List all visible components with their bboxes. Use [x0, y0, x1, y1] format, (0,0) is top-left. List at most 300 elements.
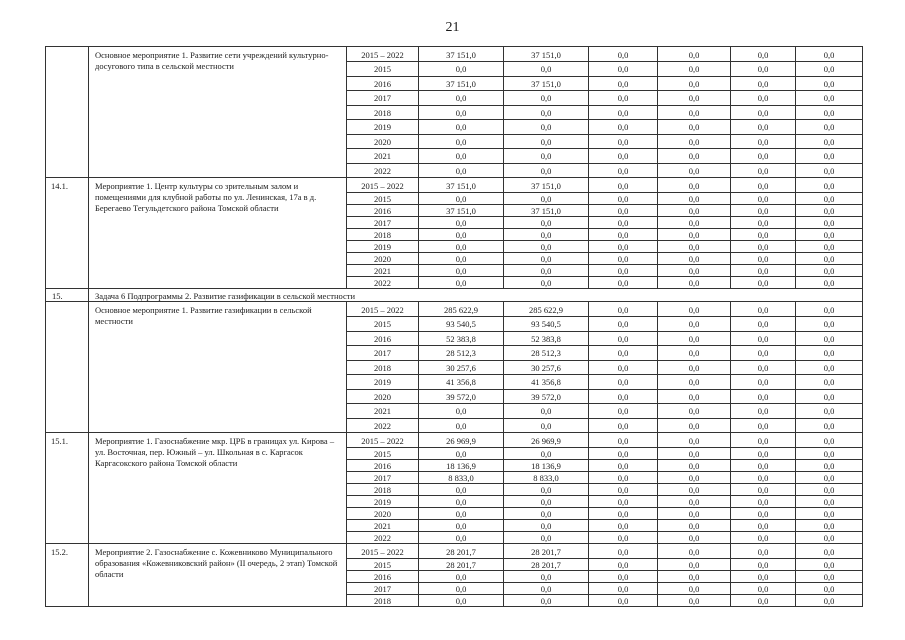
- value-cell: 0,0: [796, 448, 863, 460]
- item-number: 14.1.: [46, 178, 89, 289]
- local-cell: 0,0: [658, 331, 731, 346]
- federal-cell: 18 136,9: [504, 460, 589, 472]
- local-cell: 0,0: [658, 532, 731, 544]
- period-cell: 2017: [347, 472, 419, 484]
- page-number: 21: [445, 20, 460, 35]
- offbudget-cell: 0,0: [731, 508, 796, 520]
- federal-cell: 0,0: [504, 91, 589, 106]
- offbudget-cell: 0,0: [731, 253, 796, 265]
- period-cell: 2021: [347, 265, 419, 277]
- local-cell: 0,0: [658, 571, 731, 583]
- total-cell: 0,0: [419, 105, 504, 120]
- offbudget-cell: 0,0: [731, 520, 796, 532]
- regional-cell: 0,0: [589, 404, 658, 419]
- regional-cell: 0,0: [589, 105, 658, 120]
- period-cell: 2020: [347, 134, 419, 149]
- value-cell: 0,0: [796, 375, 863, 390]
- item-number: [46, 302, 89, 433]
- period-cell: 2021: [347, 404, 419, 419]
- total-cell: 93 540,5: [419, 317, 504, 332]
- offbudget-cell: 0,0: [731, 544, 796, 559]
- regional-cell: 0,0: [589, 76, 658, 91]
- value-cell: 0,0: [796, 120, 863, 135]
- offbudget-cell: 0,0: [731, 484, 796, 496]
- local-cell: 0,0: [658, 149, 731, 164]
- offbudget-cell: 0,0: [731, 217, 796, 229]
- regional-cell: 0,0: [589, 346, 658, 361]
- period-cell: 2015: [347, 317, 419, 332]
- total-cell: 0,0: [419, 120, 504, 135]
- local-cell: 0,0: [658, 217, 731, 229]
- total-cell: 0,0: [419, 229, 504, 241]
- federal-cell: 39 572,0: [504, 389, 589, 404]
- item-number: 15.2.: [46, 544, 89, 607]
- regional-cell: 0,0: [589, 163, 658, 178]
- period-cell: 2016: [347, 571, 419, 583]
- period-cell: 2015 – 2022: [347, 302, 419, 317]
- offbudget-cell: 0,0: [731, 302, 796, 317]
- federal-cell: 0,0: [504, 134, 589, 149]
- offbudget-cell: 0,0: [731, 583, 796, 595]
- total-cell: 0,0: [419, 484, 504, 496]
- federal-cell: 28 201,7: [504, 544, 589, 559]
- offbudget-cell: 0,0: [731, 460, 796, 472]
- regional-cell: 0,0: [589, 265, 658, 277]
- local-cell: 0,0: [658, 484, 731, 496]
- local-cell: 0,0: [658, 508, 731, 520]
- local-cell: 0,0: [658, 91, 731, 106]
- federal-cell: 28 201,7: [504, 559, 589, 571]
- period-cell: 2022: [347, 163, 419, 178]
- offbudget-cell: 0,0: [731, 62, 796, 77]
- period-cell: 2017: [347, 91, 419, 106]
- local-cell: 0,0: [658, 418, 731, 433]
- value-cell: 0,0: [796, 163, 863, 178]
- total-cell: 0,0: [419, 508, 504, 520]
- value-cell: 0,0: [796, 62, 863, 77]
- table-row: [46, 302, 863, 317]
- regional-cell: 0,0: [589, 149, 658, 164]
- total-cell: 0,0: [419, 163, 504, 178]
- total-cell: 0,0: [419, 149, 504, 164]
- regional-cell: 0,0: [589, 360, 658, 375]
- total-cell: 0,0: [419, 193, 504, 205]
- total-cell: 0,0: [419, 583, 504, 595]
- local-cell: 0,0: [658, 433, 731, 448]
- value-cell: 0,0: [796, 229, 863, 241]
- total-cell: 8 833,0: [419, 472, 504, 484]
- federal-cell: 0,0: [504, 520, 589, 532]
- federal-cell: 0,0: [504, 508, 589, 520]
- federal-cell: 0,0: [504, 149, 589, 164]
- federal-cell: 8 833,0: [504, 472, 589, 484]
- regional-cell: 0,0: [589, 583, 658, 595]
- regional-cell: 0,0: [589, 62, 658, 77]
- total-cell: 0,0: [419, 241, 504, 253]
- period-cell: 2017: [347, 346, 419, 361]
- task-title: Задача 6 Подпрограммы 2. Развитие газификации в сельской местности: [89, 289, 863, 302]
- offbudget-cell: 0,0: [731, 595, 796, 607]
- period-cell: 2018: [347, 105, 419, 120]
- regional-cell: 0,0: [589, 91, 658, 106]
- local-cell: 0,0: [658, 76, 731, 91]
- period-cell: 2018: [347, 484, 419, 496]
- federal-cell: 41 356,8: [504, 375, 589, 390]
- total-cell: 39 572,0: [419, 389, 504, 404]
- local-cell: 0,0: [658, 346, 731, 361]
- regional-cell: 0,0: [589, 508, 658, 520]
- value-cell: 0,0: [796, 331, 863, 346]
- offbudget-cell: 0,0: [731, 360, 796, 375]
- measure-name: Мероприятие 2. Газоснабжение с. Кожевниково Муниципального образования «Кожевниковский район» (II очередь, 2 этап) Томской области: [89, 544, 347, 607]
- value-cell: 0,0: [796, 404, 863, 419]
- period-cell: 2019: [347, 120, 419, 135]
- total-cell: 0,0: [419, 532, 504, 544]
- offbudget-cell: 0,0: [731, 193, 796, 205]
- value-cell: 0,0: [796, 47, 863, 62]
- federal-cell: 0,0: [504, 484, 589, 496]
- value-cell: 0,0: [796, 241, 863, 253]
- total-cell: 0,0: [419, 265, 504, 277]
- local-cell: 0,0: [658, 105, 731, 120]
- value-cell: 0,0: [796, 484, 863, 496]
- offbudget-cell: 0,0: [731, 532, 796, 544]
- value-cell: 0,0: [796, 472, 863, 484]
- federal-cell: 30 257,6: [504, 360, 589, 375]
- offbudget-cell: 0,0: [731, 472, 796, 484]
- local-cell: 0,0: [658, 496, 731, 508]
- local-cell: 0,0: [658, 134, 731, 149]
- federal-cell: 37 151,0: [504, 205, 589, 217]
- offbudget-cell: 0,0: [731, 241, 796, 253]
- federal-cell: 0,0: [504, 62, 589, 77]
- value-cell: 0,0: [796, 389, 863, 404]
- federal-cell: 0,0: [504, 105, 589, 120]
- table-row: [46, 47, 863, 62]
- regional-cell: 0,0: [589, 229, 658, 241]
- total-cell: 0,0: [419, 571, 504, 583]
- total-cell: 0,0: [419, 448, 504, 460]
- regional-cell: 0,0: [589, 484, 658, 496]
- regional-cell: 0,0: [589, 520, 658, 532]
- total-cell: 0,0: [419, 62, 504, 77]
- value-cell: 0,0: [796, 105, 863, 120]
- total-cell: 28 201,7: [419, 544, 504, 559]
- period-cell: 2016: [347, 205, 419, 217]
- federal-cell: 0,0: [504, 163, 589, 178]
- period-cell: 2016: [347, 76, 419, 91]
- regional-cell: 0,0: [589, 277, 658, 289]
- total-cell: 0,0: [419, 520, 504, 532]
- total-cell: 285 622,9: [419, 302, 504, 317]
- value-cell: 0,0: [796, 544, 863, 559]
- period-cell: 2022: [347, 532, 419, 544]
- local-cell: 0,0: [658, 404, 731, 419]
- regional-cell: 0,0: [589, 253, 658, 265]
- period-cell: 2015 – 2022: [347, 178, 419, 193]
- total-cell: 18 136,9: [419, 460, 504, 472]
- regional-cell: 0,0: [589, 331, 658, 346]
- federal-cell: 285 622,9: [504, 302, 589, 317]
- federal-cell: 28 512,3: [504, 346, 589, 361]
- period-cell: 2021: [347, 149, 419, 164]
- offbudget-cell: 0,0: [731, 433, 796, 448]
- period-cell: 2020: [347, 253, 419, 265]
- total-cell: 0,0: [419, 404, 504, 419]
- offbudget-cell: 0,0: [731, 163, 796, 178]
- value-cell: 0,0: [796, 149, 863, 164]
- federal-cell: 0,0: [504, 571, 589, 583]
- value-cell: 0,0: [796, 193, 863, 205]
- offbudget-cell: 0,0: [731, 418, 796, 433]
- total-cell: 0,0: [419, 595, 504, 607]
- total-cell: 41 356,8: [419, 375, 504, 390]
- total-cell: 52 383,8: [419, 331, 504, 346]
- regional-cell: 0,0: [589, 134, 658, 149]
- total-cell: 37 151,0: [419, 76, 504, 91]
- table-row: [46, 178, 863, 193]
- period-cell: 2019: [347, 241, 419, 253]
- regional-cell: 0,0: [589, 302, 658, 317]
- offbudget-cell: 0,0: [731, 178, 796, 193]
- period-cell: 2018: [347, 229, 419, 241]
- offbudget-cell: 0,0: [731, 91, 796, 106]
- federal-cell: 37 151,0: [504, 47, 589, 62]
- total-cell: 37 151,0: [419, 178, 504, 193]
- federal-cell: 0,0: [504, 241, 589, 253]
- federal-cell: 0,0: [504, 277, 589, 289]
- offbudget-cell: 0,0: [731, 134, 796, 149]
- local-cell: 0,0: [658, 317, 731, 332]
- federal-cell: 0,0: [504, 532, 589, 544]
- task-number: 15.: [46, 289, 89, 302]
- regional-cell: 0,0: [589, 241, 658, 253]
- local-cell: 0,0: [658, 205, 731, 217]
- total-cell: 26 969,9: [419, 433, 504, 448]
- local-cell: 0,0: [658, 178, 731, 193]
- federal-cell: 0,0: [504, 404, 589, 419]
- local-cell: 0,0: [658, 360, 731, 375]
- period-cell: 2015: [347, 193, 419, 205]
- total-cell: 0,0: [419, 217, 504, 229]
- offbudget-cell: 0,0: [731, 375, 796, 390]
- offbudget-cell: 0,0: [731, 571, 796, 583]
- value-cell: 0,0: [796, 178, 863, 193]
- value-cell: 0,0: [796, 302, 863, 317]
- offbudget-cell: 0,0: [731, 448, 796, 460]
- period-cell: 2015 – 2022: [347, 47, 419, 62]
- offbudget-cell: 0,0: [731, 346, 796, 361]
- local-cell: 0,0: [658, 47, 731, 62]
- value-cell: 0,0: [796, 277, 863, 289]
- offbudget-cell: 0,0: [731, 496, 796, 508]
- federal-cell: 37 151,0: [504, 76, 589, 91]
- task-row: [46, 289, 863, 302]
- period-cell: 2022: [347, 277, 419, 289]
- regional-cell: 0,0: [589, 460, 658, 472]
- local-cell: 0,0: [658, 448, 731, 460]
- total-cell: 28 512,3: [419, 346, 504, 361]
- period-cell: 2018: [347, 595, 419, 607]
- local-cell: 0,0: [658, 253, 731, 265]
- value-cell: 0,0: [796, 508, 863, 520]
- period-cell: 2019: [347, 375, 419, 390]
- regional-cell: 0,0: [589, 205, 658, 217]
- federal-cell: 0,0: [504, 418, 589, 433]
- value-cell: 0,0: [796, 217, 863, 229]
- value-cell: 0,0: [796, 134, 863, 149]
- period-cell: 2016: [347, 331, 419, 346]
- federal-cell: 52 383,8: [504, 331, 589, 346]
- local-cell: 0,0: [658, 460, 731, 472]
- regional-cell: 0,0: [589, 389, 658, 404]
- local-cell: 0,0: [658, 163, 731, 178]
- offbudget-cell: 0,0: [731, 76, 796, 91]
- item-number: 15.1.: [46, 433, 89, 544]
- federal-cell: 0,0: [504, 265, 589, 277]
- regional-cell: 0,0: [589, 120, 658, 135]
- total-cell: 30 257,6: [419, 360, 504, 375]
- federal-cell: 0,0: [504, 217, 589, 229]
- period-cell: 2015 – 2022: [347, 433, 419, 448]
- value-cell: 0,0: [796, 360, 863, 375]
- regional-cell: 0,0: [589, 472, 658, 484]
- period-cell: 2020: [347, 389, 419, 404]
- period-cell: 2022: [347, 418, 419, 433]
- value-cell: 0,0: [796, 583, 863, 595]
- value-cell: 0,0: [796, 317, 863, 332]
- value-cell: 0,0: [796, 496, 863, 508]
- local-cell: 0,0: [658, 229, 731, 241]
- period-cell: 2015 – 2022: [347, 544, 419, 559]
- value-cell: 0,0: [796, 520, 863, 532]
- offbudget-cell: 0,0: [731, 317, 796, 332]
- local-cell: 0,0: [658, 277, 731, 289]
- table-row: [46, 544, 863, 559]
- total-cell: 0,0: [419, 277, 504, 289]
- table-row: [46, 433, 863, 448]
- total-cell: 0,0: [419, 134, 504, 149]
- regional-cell: 0,0: [589, 532, 658, 544]
- value-cell: 0,0: [796, 418, 863, 433]
- local-cell: 0,0: [658, 544, 731, 559]
- local-cell: 0,0: [658, 241, 731, 253]
- regional-cell: 0,0: [589, 375, 658, 390]
- period-cell: 2019: [347, 496, 419, 508]
- table-body: [46, 47, 863, 607]
- measure-name: Мероприятие 1. Газоснабжение мкр. ЦРБ в границах ул. Кирова – ул. Восточная, пер. Южный – ул. Школьная в с. Каргасок Каргасокского района Томской области: [89, 433, 347, 544]
- offbudget-cell: 0,0: [731, 559, 796, 571]
- federal-cell: 37 151,0: [504, 178, 589, 193]
- period-cell: 2017: [347, 583, 419, 595]
- federal-cell: 0,0: [504, 496, 589, 508]
- local-cell: 0,0: [658, 120, 731, 135]
- value-cell: 0,0: [796, 346, 863, 361]
- offbudget-cell: 0,0: [731, 205, 796, 217]
- offbudget-cell: 0,0: [731, 105, 796, 120]
- value-cell: 0,0: [796, 76, 863, 91]
- regional-cell: 0,0: [589, 433, 658, 448]
- item-number: [46, 47, 89, 178]
- federal-cell: 0,0: [504, 253, 589, 265]
- total-cell: 0,0: [419, 253, 504, 265]
- offbudget-cell: 0,0: [731, 277, 796, 289]
- measure-name: Основное мероприятие 1. Развитие сети учреждений культурно-досугового типа в сельской местности: [89, 47, 347, 178]
- local-cell: 0,0: [658, 595, 731, 607]
- regional-cell: 0,0: [589, 448, 658, 460]
- total-cell: 28 201,7: [419, 559, 504, 571]
- period-cell: 2015: [347, 448, 419, 460]
- regional-cell: 0,0: [589, 217, 658, 229]
- offbudget-cell: 0,0: [731, 265, 796, 277]
- period-cell: 2021: [347, 520, 419, 532]
- federal-cell: 0,0: [504, 193, 589, 205]
- program-funding-table: [45, 46, 863, 607]
- value-cell: 0,0: [796, 595, 863, 607]
- regional-cell: 0,0: [589, 47, 658, 62]
- offbudget-cell: 0,0: [731, 120, 796, 135]
- offbudget-cell: 0,0: [731, 229, 796, 241]
- regional-cell: 0,0: [589, 193, 658, 205]
- period-cell: 2015: [347, 62, 419, 77]
- value-cell: 0,0: [796, 559, 863, 571]
- period-cell: 2015: [347, 559, 419, 571]
- local-cell: 0,0: [658, 62, 731, 77]
- total-cell: 0,0: [419, 496, 504, 508]
- local-cell: 0,0: [658, 472, 731, 484]
- federal-cell: 0,0: [504, 120, 589, 135]
- value-cell: 0,0: [796, 253, 863, 265]
- regional-cell: 0,0: [589, 317, 658, 332]
- value-cell: 0,0: [796, 532, 863, 544]
- offbudget-cell: 0,0: [731, 404, 796, 419]
- offbudget-cell: 0,0: [731, 149, 796, 164]
- value-cell: 0,0: [796, 460, 863, 472]
- federal-cell: 0,0: [504, 229, 589, 241]
- value-cell: 0,0: [796, 433, 863, 448]
- value-cell: 0,0: [796, 571, 863, 583]
- local-cell: 0,0: [658, 265, 731, 277]
- period-cell: 2020: [347, 508, 419, 520]
- total-cell: 37 151,0: [419, 205, 504, 217]
- total-cell: 0,0: [419, 418, 504, 433]
- offbudget-cell: 0,0: [731, 389, 796, 404]
- period-cell: 2018: [347, 360, 419, 375]
- local-cell: 0,0: [658, 375, 731, 390]
- federal-cell: 0,0: [504, 595, 589, 607]
- period-cell: 2016: [347, 460, 419, 472]
- period-cell: 2017: [347, 217, 419, 229]
- regional-cell: 0,0: [589, 544, 658, 559]
- local-cell: 0,0: [658, 193, 731, 205]
- offbudget-cell: 0,0: [731, 47, 796, 62]
- measure-name: Основное мероприятие 1. Развитие газификации в сельской местности: [89, 302, 347, 433]
- local-cell: 0,0: [658, 302, 731, 317]
- local-cell: 0,0: [658, 559, 731, 571]
- local-cell: 0,0: [658, 520, 731, 532]
- federal-cell: 93 540,5: [504, 317, 589, 332]
- federal-cell: 0,0: [504, 583, 589, 595]
- total-cell: 37 151,0: [419, 47, 504, 62]
- federal-cell: 0,0: [504, 448, 589, 460]
- regional-cell: 0,0: [589, 496, 658, 508]
- regional-cell: 0,0: [589, 559, 658, 571]
- offbudget-cell: 0,0: [731, 331, 796, 346]
- regional-cell: 0,0: [589, 178, 658, 193]
- value-cell: 0,0: [796, 205, 863, 217]
- total-cell: 0,0: [419, 91, 504, 106]
- measure-name: Мероприятие 1. Центр культуры со зрительным залом и помещениями для клубной работы по ул. Ленинская, 17а в д. Берегаево Тегульдетского района Томской области: [89, 178, 347, 289]
